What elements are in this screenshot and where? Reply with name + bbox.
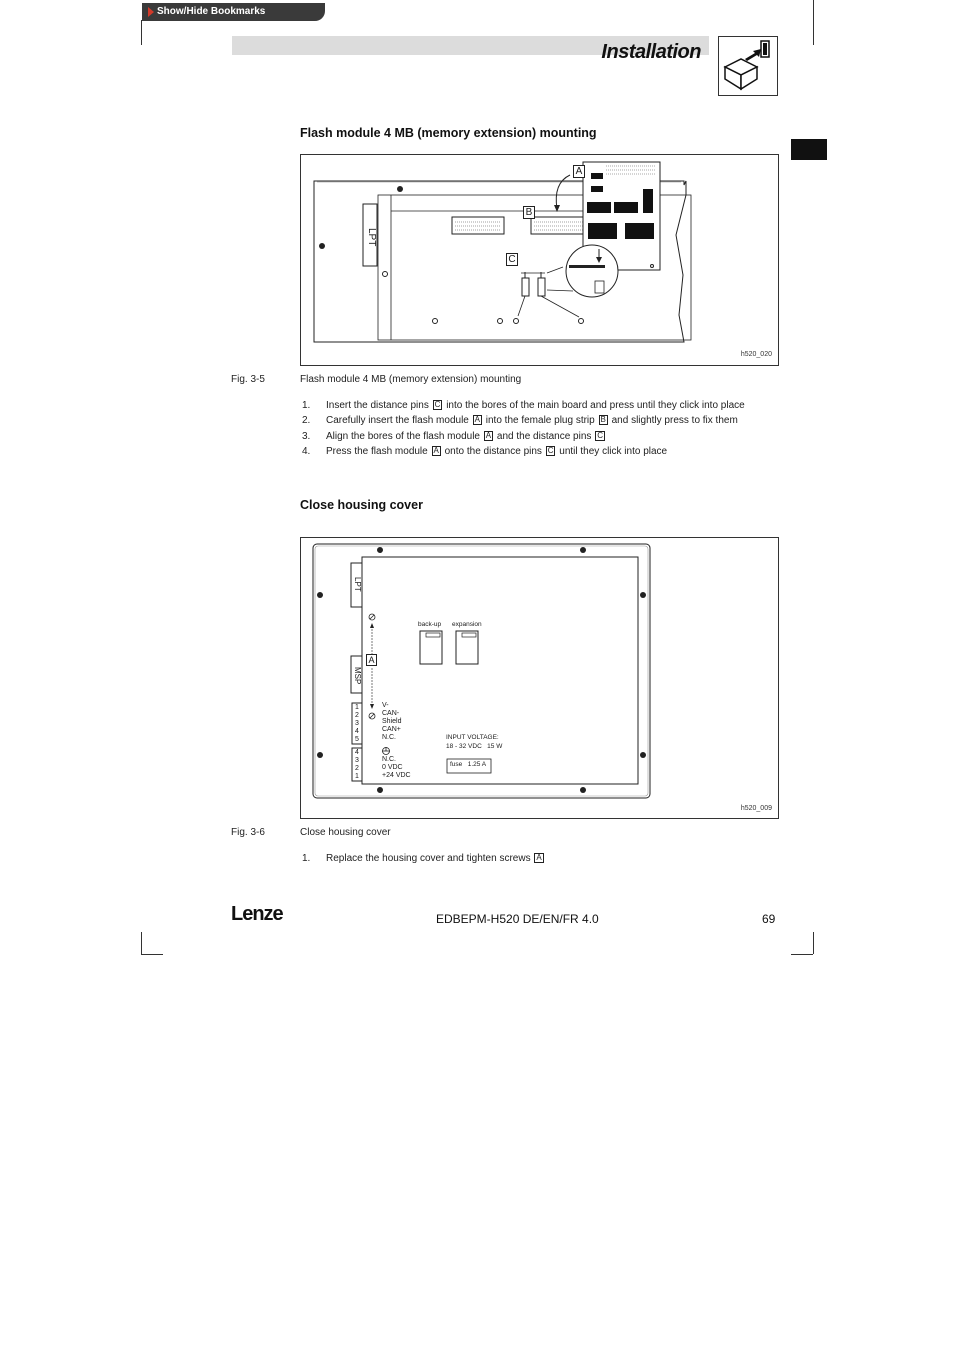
lpt-label: LPT xyxy=(353,576,362,592)
step-number: 4. xyxy=(302,446,311,457)
triangle-right-icon xyxy=(148,7,154,17)
step-number: 2. xyxy=(302,415,311,426)
flash-module-figure xyxy=(300,154,779,366)
installation-icon xyxy=(718,36,778,96)
terminal-signals: N.C. 0 VDC +24 VDC xyxy=(382,756,411,780)
label-c: C xyxy=(506,253,518,266)
section-heading: Flash module 4 MB (memory extension) mounting xyxy=(300,126,597,140)
terminal-numbers: 4 3 2 1 xyxy=(355,749,359,781)
crop-mark xyxy=(141,954,163,955)
crop-mark xyxy=(141,20,142,45)
document-id: EDBEPM-H520 DE/EN/FR 4.0 xyxy=(436,912,599,926)
crop-mark xyxy=(813,0,814,45)
step-text: Replace the housing cover and tighten screws A xyxy=(326,853,542,864)
figure-code: h520_020 xyxy=(740,351,772,358)
lpt-label: LPT xyxy=(366,227,377,247)
msp-label: MSP xyxy=(353,667,362,685)
section-heading: Close housing cover xyxy=(300,498,423,512)
label-a: A xyxy=(573,165,585,178)
crop-mark xyxy=(791,954,813,955)
step-text: Press the flash module A onto the distance pins C until they click into place xyxy=(326,446,668,457)
chapter-tab xyxy=(791,139,827,160)
label-a: A xyxy=(366,654,377,666)
step-text: Align the bores of the flash module A and the distance pins C xyxy=(326,431,603,442)
fuse-label: fuse 1.25 A xyxy=(450,761,487,768)
step-number: 1. xyxy=(302,853,311,864)
lenze-logo: Lenze xyxy=(231,903,283,925)
input-voltage-label: INPUT VOLTAGE: xyxy=(446,734,499,741)
page-number: 69 xyxy=(762,912,776,926)
section-title: Installation xyxy=(601,41,701,63)
show-hide-bookmarks-button[interactable] xyxy=(142,3,325,21)
housing-cover-figure xyxy=(300,537,779,819)
figure-caption: Flash module 4 MB (memory extension) mounting xyxy=(300,374,522,385)
figure-number: Fig. 3-6 xyxy=(231,827,265,838)
figure-code: h520_009 xyxy=(740,805,772,812)
step-number: 1. xyxy=(302,400,311,411)
step-number: 3. xyxy=(302,431,311,442)
terminal-signals: V- CAN- Shield CAN+ N.C. xyxy=(382,702,402,742)
crop-mark xyxy=(141,932,142,954)
step-text: Carefully insert the flash module A into the female plug strip B and slightly press to fix them xyxy=(326,415,738,426)
expansion-slot-label: expansion xyxy=(452,621,482,628)
figure-caption: Close housing cover xyxy=(300,827,391,838)
label-b: B xyxy=(523,206,535,219)
terminal-numbers: 1 2 3 4 5 xyxy=(355,704,359,744)
backup-slot-label: back-up xyxy=(418,621,442,628)
figure-number: Fig. 3-5 xyxy=(231,374,265,385)
step-text: Insert the distance pins C into the bores of the main board and press until they click into place xyxy=(326,400,745,411)
voltage-range: 18 - 32 VDC 15 W xyxy=(446,743,503,750)
crop-mark xyxy=(813,932,814,954)
bookmarks-label: Show/Hide Bookmarks xyxy=(157,6,266,17)
